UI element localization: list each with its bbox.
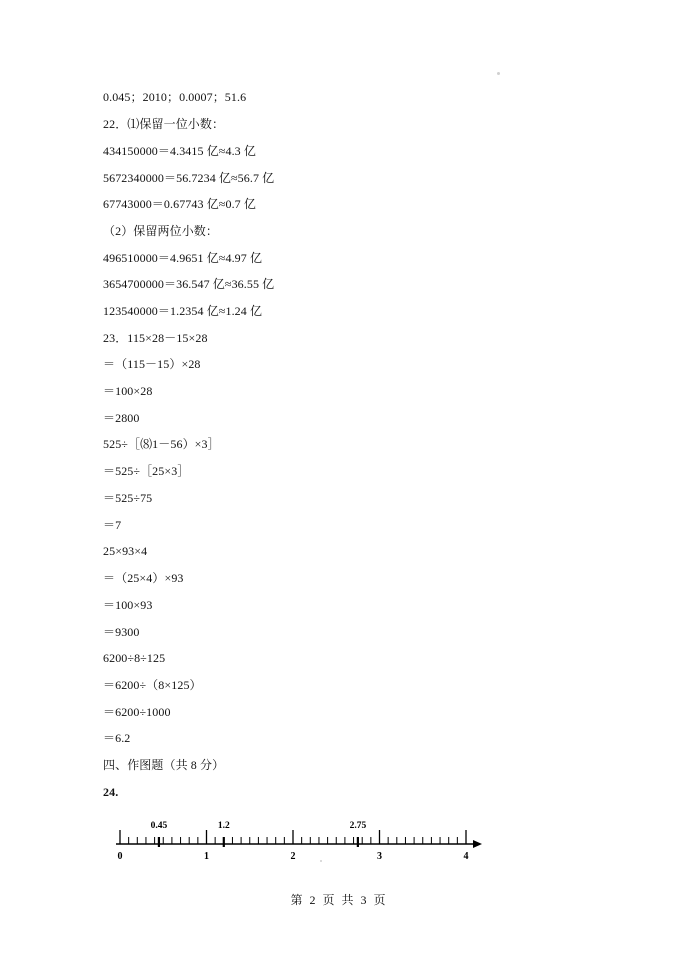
number-line-figure <box>105 812 485 868</box>
text-line: ＝100×93 <box>103 598 153 612</box>
text-line: ＝525÷［25×3］ <box>103 464 190 478</box>
text-line: 496510000＝4.9651 亿≈4.97 亿 <box>103 251 263 265</box>
point-label: 2.75 <box>349 821 367 831</box>
text-line: 434150000＝4.3415 亿≈4.3 亿 <box>103 144 256 158</box>
text-line: ＝6200÷1000 <box>103 705 171 719</box>
text-line: ＝7 <box>103 518 122 532</box>
text-line: ＝2800 <box>103 411 140 425</box>
text-line: 四、作图题（共 8 分） <box>103 758 225 772</box>
point-label: 1.2 <box>217 821 230 831</box>
text-line: 22．⑴保留一位小数： <box>103 117 225 131</box>
text-line: 5672340000＝56.7234 亿≈56.7 亿 <box>103 171 275 185</box>
text-line: 6200÷8÷125 <box>103 651 166 665</box>
text-line: 0.045；2010；0.0007；51.6 <box>103 90 247 104</box>
text-line: ＝9300 <box>103 625 140 639</box>
text-line: ＝6.2 <box>103 731 131 745</box>
text-line: 3654700000＝36.547 亿≈36.55 亿 <box>103 277 275 291</box>
text-line: 525÷［⑻1－56）×3］ <box>103 437 220 451</box>
axis-label: 1 <box>204 851 209 862</box>
text-line: 67743000＝0.67743 亿≈0.7 亿 <box>103 197 256 211</box>
scan-speck <box>497 72 500 75</box>
text-line: 24. <box>103 785 119 799</box>
text-line: ＝100×28 <box>103 384 153 398</box>
text-line: ＝6200÷（8×125） <box>103 678 202 692</box>
point-label: 0.45 <box>150 821 168 831</box>
text-line: ＝（115－15）×28 <box>103 357 201 371</box>
text-line: 23．115×28－15×28 <box>103 331 208 345</box>
text-line: ＝（25×4）×93 <box>103 571 184 585</box>
page-footer: 第 2 页 共 3 页 <box>290 893 388 907</box>
text-line: （2）保留两位小数： <box>103 224 219 238</box>
axis-label: 2 <box>290 851 296 862</box>
text-line: ＝525÷75 <box>103 491 153 505</box>
text-line: 25×93×4 <box>103 544 148 558</box>
axis-label: 4 <box>463 851 469 862</box>
axis-arrow <box>473 840 482 848</box>
axis-label: 0 <box>117 851 123 862</box>
scan-speck <box>320 860 322 862</box>
axis-label: 3 <box>377 851 382 862</box>
text-line: 123540000＝1.2354 亿≈1.24 亿 <box>103 304 263 318</box>
